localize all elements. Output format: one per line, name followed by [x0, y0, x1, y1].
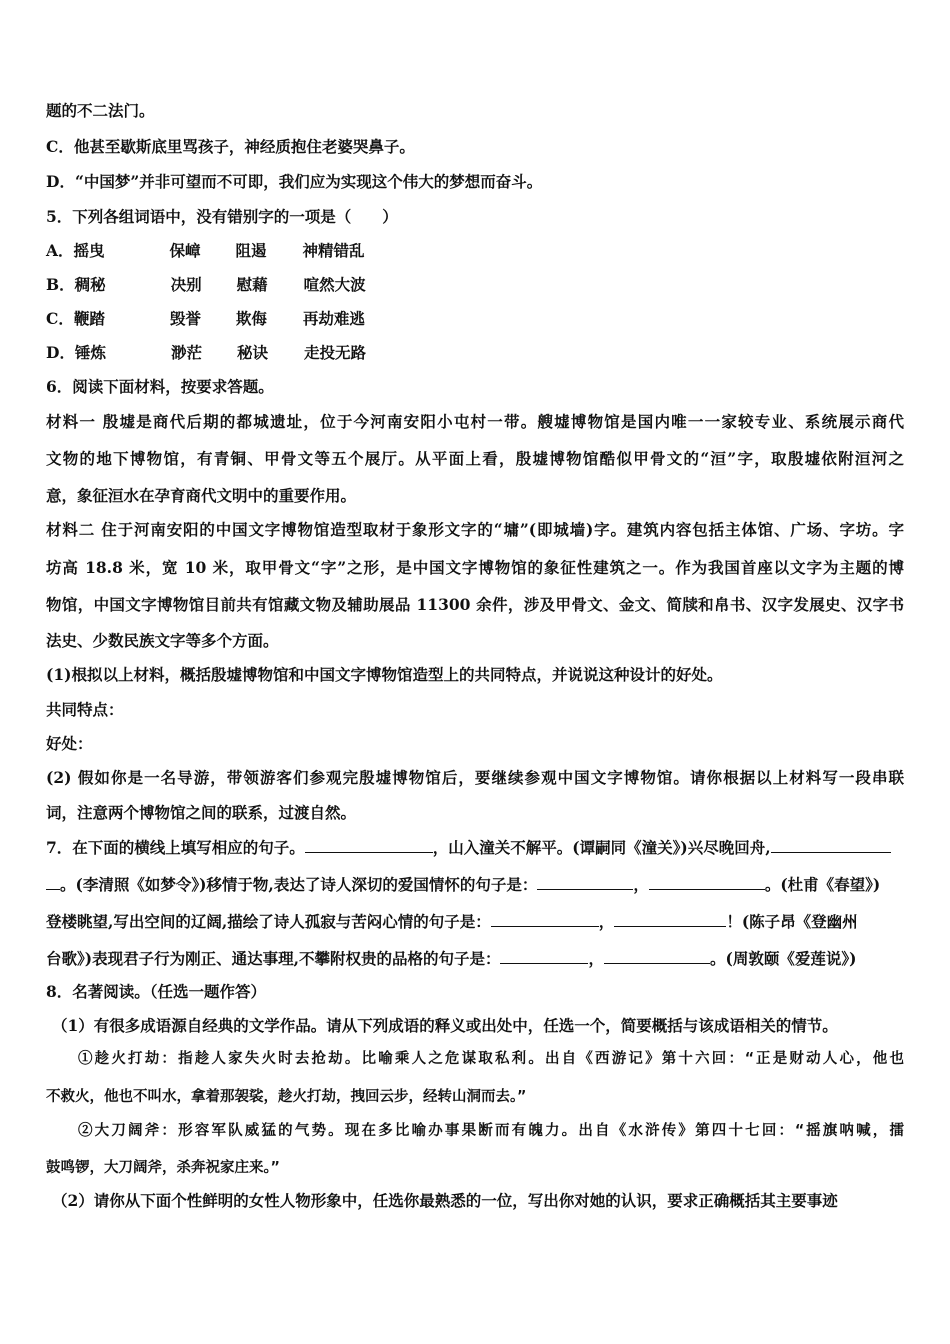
- material-2-line: 材料二 住于河南安阳的中国文字博物馆造型取材于象形文字的“墉”(即城墙)字。建筑内容包括主体馆、广场、字坊。字: [46, 520, 904, 539]
- option-label: D．: [46, 343, 75, 362]
- q7-text: 台歌》)表现君子行为刚正、通达事理,不攀附权贵的品格的句子是：: [46, 949, 501, 968]
- idiom-1-line: ①趁火打劫：指趁人家失火时去抢劫。比喻乘人之危谋取私利。出自《西游记》第十六回：“正是财动人心，他也: [78, 1051, 904, 1067]
- option-word: 摇曳: [73, 241, 105, 260]
- option-word: 鞭踏: [73, 309, 105, 328]
- idiom-2-line: ②大刀阔斧：形容军队威猛的气势。现在多比喻办事果断而有魄力。出自《水浒传》第四十七回：“摇旗呐喊，擂: [78, 1123, 904, 1139]
- question-6-2-line: (2) 假如你是一名导游，带领游客们参观完殷墟博物馆后，要继续参观中国文字博物馆。请你根据以上材料写一段串联: [46, 768, 904, 787]
- answer-blank: [537, 874, 633, 890]
- option-word: 再劫难逃: [302, 309, 365, 328]
- q7-text: ，: [588, 949, 604, 968]
- question-8-stem: 8．名著阅读。（任选一题作答）: [46, 982, 267, 1001]
- q5-option-b: [46, 275, 904, 295]
- answer-blank: [305, 837, 433, 853]
- option-word: 秘诀: [236, 343, 268, 362]
- q7-text: 。(周敦颐《爱莲说》): [710, 949, 857, 968]
- option-word: 毁誉: [169, 309, 201, 328]
- text-line: 题的不二法门。: [46, 101, 155, 120]
- option-word: 保嶂: [169, 241, 201, 260]
- option-label: C．: [46, 309, 74, 328]
- answer-blank: [614, 911, 726, 927]
- question-7-line: [46, 948, 904, 969]
- option-word: 走投无路: [303, 343, 366, 362]
- q5-option-a: [46, 241, 904, 261]
- q7-text: 。(杜甫《春望》): [764, 875, 881, 894]
- q5-option-c: [46, 309, 904, 329]
- option-label: B．: [46, 275, 75, 294]
- question-8-2: （2）请你从下面个性鲜明的女性人物形象中，任选你最熟悉的一位，写出你对她的认识，要求正确概括其主要事迹: [52, 1191, 838, 1210]
- answer-blank: [649, 874, 765, 890]
- question-6-stem: 6．阅读下面材料，按要求答题。: [46, 377, 274, 396]
- q7-text: 7．在下面的横线上填写相应的句子。: [46, 838, 305, 857]
- answer-blank: [604, 948, 710, 964]
- answer-label-benefit: 好处：: [46, 734, 93, 753]
- q7-text: ，: [598, 912, 615, 931]
- option-word: 喧然大波: [303, 275, 366, 294]
- answer-blank: [46, 874, 60, 890]
- option-word: 慰藉: [236, 275, 268, 294]
- question-6-2-line: 词，注意两个博物馆之间的联系，过渡自然。: [46, 803, 357, 822]
- question-8-1: （1）有很多成语源自经典的文学作品。请从下列成语的释义或出处中，任选一个，简要概括与该成语相关的情节。: [52, 1016, 838, 1035]
- option-word: 决别: [170, 275, 202, 294]
- material-1-line: 文物的地下博物馆，有青铜、甲骨文等五个展厅。从平面上看，殷墟博物馆酷似甲骨文的“洹”字，取殷墟依附洹河之: [46, 449, 904, 468]
- option-word: 渺茫: [170, 343, 202, 362]
- question-5-stem: 5．下列各组词语中，没有错别字的一项是（ ）: [46, 207, 398, 226]
- option-word: 欺侮: [235, 309, 267, 328]
- option-label: A．: [46, 241, 74, 260]
- q7-text: 登楼眺望,写出空间的辽阔,描绘了诗人孤寂与苦闷心情的句子是：: [46, 912, 491, 931]
- option-word: 神精错乱: [302, 241, 365, 260]
- option-word: 稠秘: [74, 275, 106, 294]
- material-2-line: 法史、少数民族文字等多个方面。: [46, 631, 279, 650]
- option-d-text: D．“中国梦”并非可望而不可即，我们应为实现这个伟大的梦想而奋斗。: [46, 172, 543, 191]
- q7-text: ！(陈子昂《登幽州: [726, 912, 858, 931]
- option-c-text: C．他甚至歇斯底里骂孩子，神经质抱住老婆哭鼻子。: [46, 137, 415, 156]
- q7-text: ，山入潼关不解平。(谭嗣同《潼关》)兴尽晚回舟,: [432, 838, 771, 857]
- idiom-2-line: 鼓鸣锣，大刀阔斧，杀奔祝家庄来。”: [46, 1160, 280, 1176]
- answer-label-common: 共同特点：: [46, 700, 124, 719]
- q7-text: ，: [633, 875, 649, 894]
- question-7-line: [46, 837, 904, 858]
- answer-blank: [771, 837, 891, 853]
- material-1-line: 材料一 殷墟是商代后期的都城遗址，位于今河南安阳小屯村一带。艘墟博物馆是国内唯一一家较专业、系统展示商代: [46, 412, 904, 431]
- q7-text: 。(李清照《如梦令》)移情于物,表达了诗人深切的爱国情怀的句子是：: [60, 875, 538, 894]
- question-7-line: [46, 874, 904, 895]
- idiom-1-line: 不救火，他也不叫水，拿着那袈裟，趁火打劫，拽回云步，经转山洞而去。”: [46, 1089, 526, 1105]
- question-7-line: [46, 911, 904, 932]
- q5-option-d: [46, 343, 904, 363]
- answer-blank: [500, 948, 588, 964]
- material-2-line: 物馆，中国文字博物馆目前共有馆藏文物及辅助展品 11300 余件，涉及甲骨文、金文、简牍和帛书、汉字发展史、汉字书: [46, 595, 904, 614]
- material-2-line: 坊高 18.8 米，宽 10 米，取甲骨文“字”之形，是中国文字博物馆的象征性建筑之一。作为我国首座以文字为主题的博: [46, 558, 904, 577]
- answer-blank: [491, 911, 599, 927]
- material-1-line: 意，象征洹水在孕育商代文明中的重要作用。: [46, 486, 357, 505]
- option-word: 锤炼: [74, 343, 106, 362]
- question-6-1: (1)根拟以上材料，概括殷墟博物馆和中国文字博物馆造型上的共同特点，并说说这种设计的好处。: [46, 665, 723, 684]
- option-word: 阻遏: [235, 241, 267, 260]
